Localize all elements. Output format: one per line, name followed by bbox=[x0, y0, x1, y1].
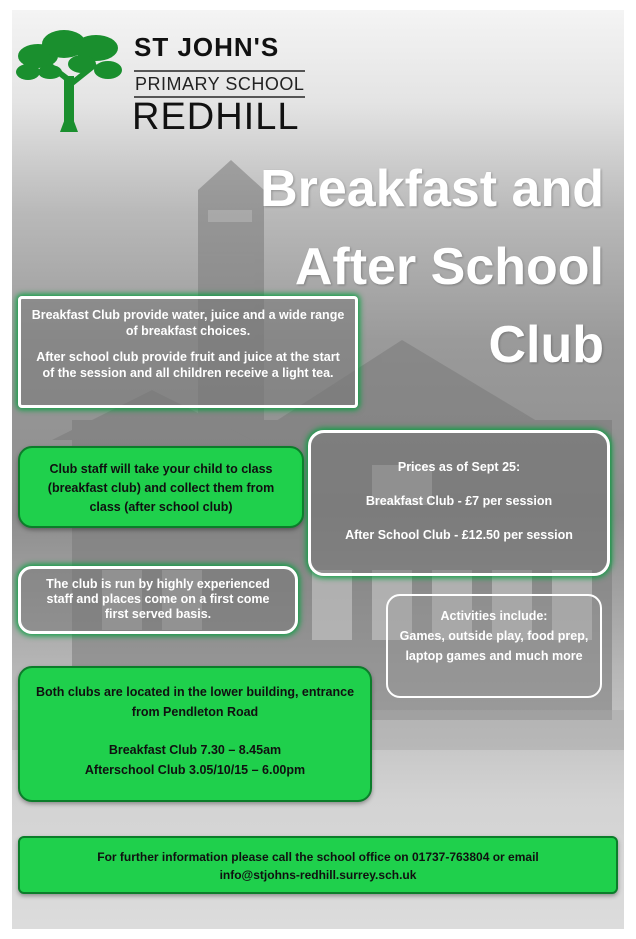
club-run-box bbox=[18, 566, 298, 634]
location-box bbox=[18, 666, 372, 802]
afterschool-times: Afterschool Club 3.05/10/15 – 6.00pm bbox=[84, 763, 306, 777]
price-after-school: After School Club - £12.50 per session bbox=[345, 528, 573, 542]
footer-contact-text: For further information please call the school office on 01737-763804 or email bbox=[97, 850, 539, 864]
breakfast-times: Breakfast Club 7.30 – 8.45am bbox=[108, 743, 282, 757]
staff-text: Club staff will take your child to class (breakfast club) and collect them from class (after school club) bbox=[47, 462, 275, 514]
staff-info-box bbox=[18, 446, 304, 528]
activities-text: Games, outside play, food prep, laptop games and much more bbox=[399, 629, 589, 663]
prices-box bbox=[308, 430, 610, 576]
price-breakfast: Breakfast Club - £7 per session bbox=[365, 494, 553, 508]
tree-icon bbox=[16, 26, 122, 134]
food-afterschool-text: After school club provide fruit and juice at the start of the session and all children receive a light tea. bbox=[36, 350, 340, 380]
headline-line2: After School bbox=[294, 238, 604, 296]
school-logo bbox=[16, 24, 316, 144]
headline-line1: Breakfast and bbox=[260, 160, 604, 218]
school-name-line2: PRIMARY SCHOOL bbox=[134, 70, 305, 98]
flyer-page bbox=[12, 10, 624, 929]
activities-box bbox=[386, 594, 602, 698]
activities-title: Activities include: bbox=[440, 609, 548, 623]
school-name-line3: REDHILL bbox=[132, 96, 300, 138]
school-name-line1: ST JOHN'S bbox=[134, 32, 280, 62]
prices-title: Prices as of Sept 25: bbox=[397, 460, 521, 474]
club-run-text: The club is run by highly experienced staff and places come on a first come first served basis. bbox=[46, 577, 270, 621]
contact-footer bbox=[18, 836, 618, 894]
footer-email[interactable]: info@stjohns-redhill.surrey.sch.uk bbox=[219, 868, 417, 882]
location-text: Both clubs are located in the lower building, entrance from Pendleton Road bbox=[35, 685, 355, 719]
food-info-box bbox=[18, 296, 358, 408]
food-breakfast-text: Breakfast Club provide water, juice and a wide range of breakfast choices. bbox=[31, 308, 345, 338]
headline-line3: Club bbox=[488, 316, 604, 374]
